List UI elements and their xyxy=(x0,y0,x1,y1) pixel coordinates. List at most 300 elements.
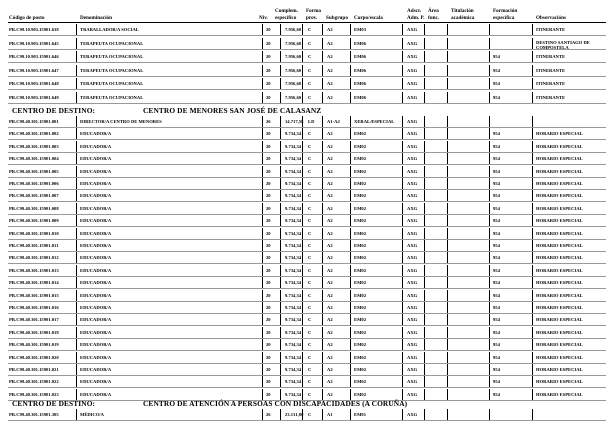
cell-divider xyxy=(532,389,533,400)
cell-sub: A2 xyxy=(327,391,333,397)
cell-adscr: AXG xyxy=(407,131,418,137)
cell-corpo: EM01 xyxy=(354,412,366,417)
cell-divider xyxy=(76,265,77,276)
cell-code: PR.C99.40.301.15901.006 xyxy=(9,181,59,186)
cell-comp: 7.956,60 xyxy=(285,67,302,73)
cell-code: PR.C99.40.301.15901.008 xyxy=(9,205,59,211)
cell-divider xyxy=(302,240,303,251)
cell-obs: HORARIO ESPECIAL xyxy=(536,379,583,385)
cell-comp: 7.956,60 xyxy=(285,94,302,100)
cell-sub: A2 xyxy=(327,317,333,323)
cell-divider xyxy=(489,364,490,375)
cell-adscr: AXG xyxy=(407,329,418,335)
cell-divider xyxy=(76,277,77,288)
table-row xyxy=(0,351,615,364)
cell-form: 954 xyxy=(493,329,500,335)
cell-code: PR.C99.40.301.15901.017 xyxy=(9,317,59,323)
cell-divider xyxy=(280,364,281,375)
cell-obs: HORARIO ESPECIAL xyxy=(536,243,583,248)
cell-name: EDUCADOR/A xyxy=(80,354,112,360)
cell-name: EDUCADOR/A xyxy=(80,342,112,348)
cell-adscr: AXG xyxy=(407,156,418,162)
cell-divider xyxy=(280,228,281,239)
cell-form: 954 xyxy=(493,255,500,261)
cell-divider xyxy=(322,314,323,325)
table-row xyxy=(0,227,615,240)
cell-niv: 20 xyxy=(266,292,271,298)
cell-divider xyxy=(402,265,403,276)
cell-divider xyxy=(262,302,263,313)
cell-divider xyxy=(489,78,490,89)
cell-divider xyxy=(447,38,448,49)
cell-divider xyxy=(424,78,425,89)
cell-code: PR.C99.10.903.15901.638 xyxy=(9,27,59,32)
cell-comp: 9.734,34 xyxy=(285,367,302,372)
cell-divider xyxy=(322,277,323,288)
cell-obs: HORARIO ESPECIAL xyxy=(536,193,583,199)
cell-divider xyxy=(302,78,303,89)
cell-adscr: AXG xyxy=(407,168,418,174)
cell-divider xyxy=(350,153,351,164)
cell-adscr: AXG xyxy=(407,67,418,73)
cell-obs: HORARIO ESPECIAL xyxy=(536,181,583,186)
cell-divider xyxy=(402,327,403,338)
cell-divider xyxy=(262,116,263,127)
cell-name: EDUCADOR/A xyxy=(80,156,112,162)
cell-name: EDUCADOR/A xyxy=(80,267,112,273)
cell-divider xyxy=(424,65,425,76)
cell-code: PR.C99.40.301.15901.010 xyxy=(9,230,59,236)
cell-form: 954 xyxy=(493,317,500,323)
cell-forma: C xyxy=(308,317,312,323)
cell-divider xyxy=(262,65,263,76)
cell-divider xyxy=(424,327,425,338)
cell-corpo: EM02 xyxy=(354,379,366,385)
cell-forma: C xyxy=(308,94,312,100)
cell-divider xyxy=(489,178,490,189)
cell-name: EDUCADOR/A xyxy=(80,181,112,186)
cell-name: EDUCADOR/A xyxy=(80,131,112,137)
cell-obs: HORARIO ESPECIAL xyxy=(536,156,583,162)
section-heading-2 xyxy=(12,106,322,115)
cell-divider xyxy=(302,314,303,325)
cell-obs: HORARIO ESPECIAL xyxy=(536,280,583,286)
cell-adscr: AXG xyxy=(407,391,418,397)
cell-adscr: AXG xyxy=(407,54,418,59)
cell-divider xyxy=(424,38,425,49)
cell-divider xyxy=(489,203,490,214)
cell-divider xyxy=(402,364,403,375)
cell-sub: A2 xyxy=(327,267,333,273)
cell-divider xyxy=(489,38,490,49)
cell-obs: HORARIO ESPECIAL xyxy=(536,230,583,236)
cell-divider xyxy=(280,141,281,152)
cell-divider xyxy=(280,265,281,276)
table-row xyxy=(0,140,615,153)
cell-obs: HORARIO ESPECIAL xyxy=(536,218,583,224)
cell-code: PR.C99.40.301.15901.020 xyxy=(9,354,59,360)
cell-divider xyxy=(402,352,403,363)
cell-divider xyxy=(350,78,351,89)
cell-divider xyxy=(302,215,303,226)
cell-divider xyxy=(350,352,351,363)
cell-divider xyxy=(350,128,351,139)
cell-corpo: EM02 xyxy=(354,367,366,372)
cell-forma: C xyxy=(308,243,312,248)
cell-name: EDUCADOR/A xyxy=(80,218,112,224)
cell-divider xyxy=(280,290,281,301)
cell-form: 954 xyxy=(493,193,500,199)
cell-divider xyxy=(262,277,263,288)
cell-divider xyxy=(350,302,351,313)
cell-code: PR.C99.40.301.15901.003 xyxy=(9,143,59,149)
cell-divider xyxy=(489,92,490,103)
cell-divider xyxy=(76,24,77,35)
cell-divider xyxy=(322,38,323,49)
cell-divider xyxy=(350,190,351,201)
cell-corpo: EM02 xyxy=(354,243,366,248)
cell-divider xyxy=(76,190,77,201)
cell-name: EDUCADOR/A xyxy=(80,230,112,236)
cell-divider xyxy=(402,339,403,350)
cell-divider xyxy=(322,376,323,387)
cell-divider xyxy=(76,327,77,338)
cell-divider xyxy=(76,178,77,189)
cell-divider xyxy=(302,376,303,387)
cell-divider xyxy=(76,203,77,214)
cell-divider xyxy=(402,240,403,251)
cell-divider xyxy=(532,352,533,363)
cell-divider xyxy=(262,265,263,276)
cell-comp: 9.734,34 xyxy=(285,181,302,186)
cell-comp: 9.734,34 xyxy=(285,193,302,199)
cell-divider xyxy=(489,409,490,420)
cell-divider xyxy=(262,409,263,420)
cell-niv: 20 xyxy=(266,193,271,199)
cell-divider xyxy=(280,92,281,103)
cell-niv: 20 xyxy=(266,40,271,46)
cell-code: PR.C99.40.301.15901.019 xyxy=(9,342,59,348)
cell-form: 954 xyxy=(493,81,500,86)
cell-divider xyxy=(489,290,490,301)
cell-comp: 9.734,34 xyxy=(285,354,302,360)
cell-niv: 20 xyxy=(266,27,271,32)
table-row xyxy=(0,177,615,190)
header-observaciones: Observacións xyxy=(536,15,566,21)
cell-divider xyxy=(402,24,403,35)
cell-niv: 20 xyxy=(266,156,271,162)
header-especifico: específico xyxy=(275,15,297,21)
cell-divider xyxy=(302,141,303,152)
cell-niv: 20 xyxy=(266,354,271,360)
cell-obs: HORARIO ESPECIAL xyxy=(536,255,583,261)
cell-sub: A2 xyxy=(327,94,333,100)
cell-sub: A2 xyxy=(327,230,333,236)
cell-code: PR.C99.10.903.15901.646 xyxy=(9,54,59,59)
cell-code: PR.C99.40.301.15901.012 xyxy=(9,255,59,261)
table-row xyxy=(0,276,615,289)
cell-divider xyxy=(447,190,448,201)
cell-adscr: AXG xyxy=(407,143,418,149)
cell-divider xyxy=(447,314,448,325)
cell-divider xyxy=(532,314,533,325)
cell-code: PR.C99.40.301.15901.016 xyxy=(9,305,59,310)
cell-divider xyxy=(447,203,448,214)
cell-obs: ITINERANTE xyxy=(536,67,566,73)
cell-divider xyxy=(322,215,323,226)
cell-divider xyxy=(489,252,490,263)
cell-niv: 20 xyxy=(266,94,271,100)
cell-divider xyxy=(280,116,281,127)
cell-niv: 20 xyxy=(266,81,271,86)
cell-divider xyxy=(402,128,403,139)
cell-divider xyxy=(402,203,403,214)
cell-divider xyxy=(532,24,533,35)
header-especifica: específica xyxy=(493,15,515,21)
cell-divider xyxy=(262,166,263,177)
section-heading-3 xyxy=(12,399,408,408)
cell-niv: 20 xyxy=(266,367,271,372)
cell-divider xyxy=(424,153,425,164)
cell-divider xyxy=(350,203,351,214)
cell-forma: C xyxy=(308,40,312,46)
cell-divider xyxy=(424,24,425,35)
cell-form: 954 xyxy=(493,156,500,162)
cell-divider xyxy=(76,166,77,177)
cell-divider xyxy=(76,38,77,49)
table-row xyxy=(0,202,615,215)
cell-name: TERAPEUTA OCUPACIONAL xyxy=(80,54,144,59)
table-row xyxy=(0,289,615,302)
cell-divider xyxy=(489,166,490,177)
cell-divider xyxy=(532,116,533,127)
cell-divider xyxy=(280,376,281,387)
cell-adscr: AXG xyxy=(407,94,418,100)
cell-obs: HORARIO ESPECIAL xyxy=(536,168,583,174)
cell-corpo: XERAL/ESPECIAL xyxy=(354,119,395,124)
cell-niv: 20 xyxy=(266,379,271,385)
cell-divider xyxy=(350,228,351,239)
cell-comp: 9.734,34 xyxy=(285,342,302,348)
cell-divider xyxy=(350,215,351,226)
cell-form: 954 xyxy=(493,205,500,211)
cell-divider xyxy=(262,228,263,239)
cell-obs: HORARIO ESPECIAL xyxy=(536,205,583,211)
cell-adscr: AXG xyxy=(407,193,418,199)
cell-divider xyxy=(447,352,448,363)
cell-divider xyxy=(447,116,448,127)
cell-name: EDUCADOR/A xyxy=(80,168,112,174)
cell-comp: 23.131,80 xyxy=(285,412,304,417)
header-complem: Complem. xyxy=(275,8,298,14)
cell-divider xyxy=(350,364,351,375)
cell-divider xyxy=(322,203,323,214)
cell-divider xyxy=(424,116,425,127)
cell-obs: HORARIO ESPECIAL xyxy=(536,342,583,348)
cell-divider xyxy=(532,166,533,177)
cell-divider xyxy=(322,302,323,313)
cell-corpo: EM06 xyxy=(354,81,366,86)
cell-divider xyxy=(447,92,448,103)
cell-sub: A2 xyxy=(327,27,333,32)
header-adm-p: Adm. P. xyxy=(407,15,425,21)
table-row xyxy=(0,23,615,36)
cell-divider xyxy=(532,290,533,301)
cell-divider xyxy=(532,252,533,263)
cell-code: PR.C99.40.301.15901.011 xyxy=(9,243,59,248)
cell-corpo: EM02 xyxy=(354,255,366,261)
cell-obs: HORARIO ESPECIAL xyxy=(536,317,583,323)
cell-divider xyxy=(322,153,323,164)
cell-corpo: EM02 xyxy=(354,181,366,186)
cell-niv: 20 xyxy=(266,205,271,211)
cell-divider xyxy=(322,228,323,239)
cell-divider xyxy=(447,78,448,89)
cell-divider xyxy=(322,327,323,338)
cell-comp: 9.734,34 xyxy=(285,131,302,137)
cell-form: 954 xyxy=(493,367,500,372)
cell-sub: A2 xyxy=(327,54,333,59)
cell-comp: 9.734,34 xyxy=(285,143,302,149)
cell-divider xyxy=(402,178,403,189)
cell-adscr: AXG xyxy=(407,267,418,273)
cell-divider xyxy=(489,128,490,139)
cell-divider xyxy=(280,302,281,313)
cell-divider xyxy=(424,178,425,189)
cell-form: 954 xyxy=(493,168,500,174)
cell-divider xyxy=(322,352,323,363)
cell-niv: 20 xyxy=(266,305,271,310)
cell-forma: C xyxy=(308,218,312,224)
header-forma: Forma xyxy=(306,8,321,14)
cell-niv: 20 xyxy=(266,280,271,286)
cell-divider xyxy=(447,166,448,177)
cell-divider xyxy=(402,252,403,263)
cell-divider xyxy=(262,92,263,103)
cell-sub: A2 xyxy=(327,156,333,162)
cell-name: TERAPEUTA OCUPACIONAL xyxy=(80,40,144,46)
cell-divider xyxy=(76,65,77,76)
cell-divider xyxy=(350,290,351,301)
cell-form: 954 xyxy=(493,379,500,385)
cell-divider xyxy=(280,24,281,35)
cell-divider xyxy=(402,38,403,49)
cell-divider xyxy=(302,92,303,103)
cell-divider xyxy=(76,153,77,164)
cell-divider xyxy=(302,277,303,288)
cell-divider xyxy=(280,51,281,62)
cell-sub: A2 xyxy=(327,280,333,286)
cell-forma: C xyxy=(308,280,312,286)
cell-divider xyxy=(262,178,263,189)
cell-comp: 9.734,34 xyxy=(285,267,302,273)
cell-divider xyxy=(532,277,533,288)
cell-divider xyxy=(76,314,77,325)
cell-divider xyxy=(532,339,533,350)
cell-forma: C xyxy=(308,367,312,372)
cell-sub: A2 xyxy=(327,218,333,224)
cell-divider xyxy=(489,228,490,239)
cell-adscr: AXG xyxy=(407,243,418,248)
cell-divider xyxy=(322,190,323,201)
cell-divider xyxy=(424,215,425,226)
cell-divider xyxy=(447,228,448,239)
cell-forma: C xyxy=(308,267,312,273)
cell-divider xyxy=(280,190,281,201)
cell-divider xyxy=(447,327,448,338)
cell-divider xyxy=(402,302,403,313)
cell-comp: 9.734,34 xyxy=(285,379,302,385)
cell-divider xyxy=(280,128,281,139)
cell-corpo: EM02 xyxy=(354,131,366,137)
cell-divider xyxy=(532,65,533,76)
table-row xyxy=(0,363,615,376)
cell-divider xyxy=(424,51,425,62)
cell-forma: C xyxy=(308,168,312,174)
cell-divider xyxy=(350,252,351,263)
cell-name: EDUCADOR/A xyxy=(80,391,112,397)
cell-obs: HORARIO ESPECIAL xyxy=(536,143,583,149)
cell-form: 954 xyxy=(493,67,500,73)
cell-divider xyxy=(76,128,77,139)
cell-forma: C xyxy=(308,67,312,73)
cell-form: 954 xyxy=(493,94,500,100)
cell-name: TERAPEUTA OCUPACIONAL xyxy=(80,81,144,86)
cell-sub: A2 xyxy=(327,367,333,372)
cell-sub: A2 xyxy=(327,243,333,248)
cell-name: EDUCADOR/A xyxy=(80,193,112,199)
cell-divider xyxy=(402,51,403,62)
cell-divider xyxy=(350,141,351,152)
cell-divider xyxy=(447,364,448,375)
cell-forma: C xyxy=(308,181,312,186)
cell-adscr: AXG xyxy=(407,255,418,261)
cell-divider xyxy=(447,265,448,276)
cell-divider xyxy=(322,65,323,76)
cell-divider xyxy=(262,190,263,201)
cell-divider xyxy=(532,128,533,139)
cell-divider xyxy=(532,240,533,251)
cell-forma: C xyxy=(308,193,312,199)
cell-divider xyxy=(402,290,403,301)
cell-forma: C xyxy=(308,329,312,335)
section-label: CENTRO DE DESTINO: xyxy=(12,399,96,408)
cell-divider xyxy=(447,277,448,288)
cell-divider xyxy=(532,51,533,62)
cell-divider xyxy=(424,203,425,214)
header-niv: Niv. xyxy=(259,15,268,21)
cell-obs: HORARIO ESPECIAL xyxy=(536,329,583,335)
section-name: CENTRO DE MENORES SAN JOSÉ DE CALASANZ xyxy=(143,106,322,115)
cell-comp: 9.734,34 xyxy=(285,205,302,211)
cell-sub: A2 xyxy=(327,255,333,261)
cell-divider xyxy=(532,178,533,189)
cell-niv: 20 xyxy=(266,243,271,248)
cell-sub: A2 xyxy=(327,67,333,73)
cell-forma: LD xyxy=(308,119,315,124)
cell-code: PR.C99.40.301.15901.305 xyxy=(9,412,59,417)
cell-code: PR.C99.40.301.15901.005 xyxy=(9,168,59,174)
cell-comp: 9.734,34 xyxy=(285,329,302,335)
cell-name: TRABALLADOR/A SOCIAL xyxy=(80,27,139,32)
cell-divider xyxy=(280,277,281,288)
cell-divider xyxy=(76,376,77,387)
cell-sub: A2 xyxy=(327,292,333,298)
cell-divider xyxy=(532,265,533,276)
cell-divider xyxy=(280,38,281,49)
cell-forma: C xyxy=(308,54,312,59)
cell-divider xyxy=(447,24,448,35)
